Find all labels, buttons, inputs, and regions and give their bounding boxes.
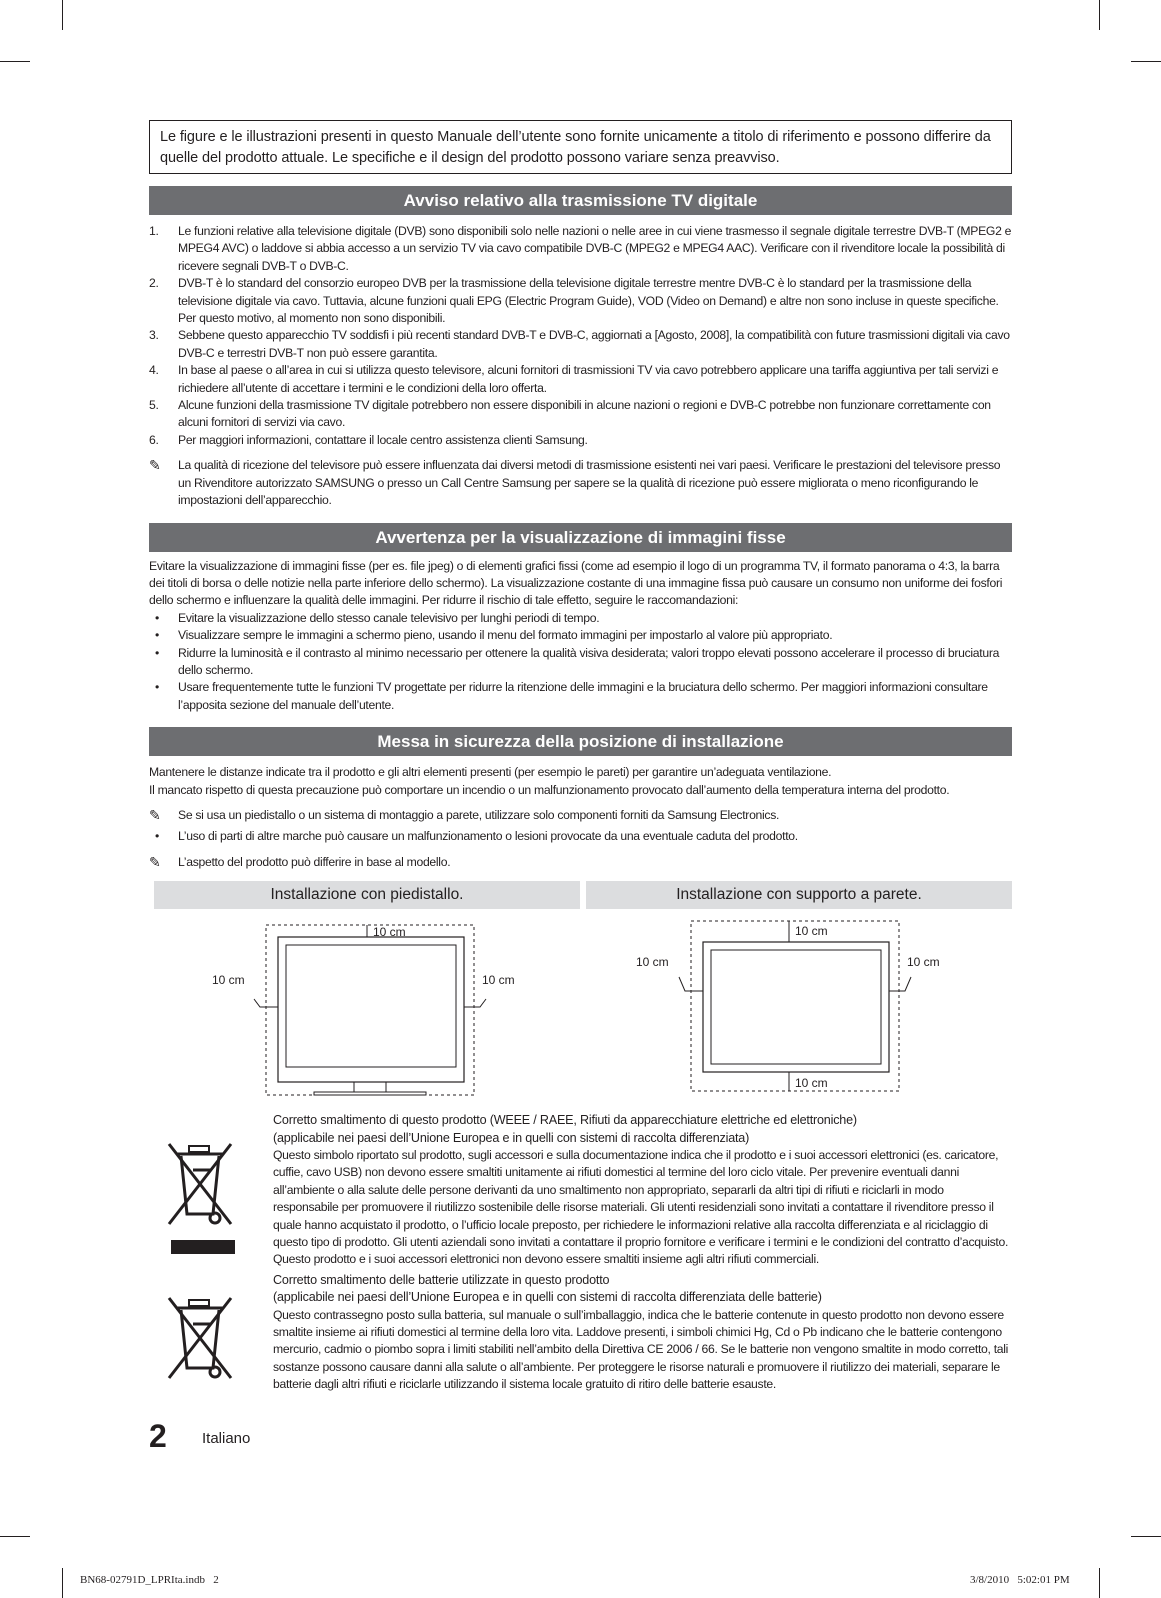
crop-mark [62,1568,63,1598]
item-number: 1. [149,224,159,238]
still-image-bullets [149,610,1012,714]
item-number: 2. [149,276,159,291]
note-pencil-icon: ✎ [149,853,161,870]
list-item [149,223,1012,275]
crop-mark [62,0,63,30]
disclaimer-text: Le figure e le illustrazioni presenti in questo Manuale dell’utente sono fornite unicamente a titolo di riferimento e possono differire da quelle del prodotto attuale. Le specifiche e il design del prodotto possono variare senza preavviso. [160,129,991,166]
list-item [149,432,1012,449]
note-text: La qualità di ricezione del televisore può essere influenzata dai diversi metodi di trasmissione esistenti nei vari paesi. Verificare le prestazioni del televisore presso un Rivenditore autorizzato SAMSUNG o presso un Call Centre Samsung per sapere se la qualità di ricezione può essere migliorata o meno riconfigurando le impostazioni dell’apparecchio. [178,458,1001,508]
weee-title: Corretto smaltimento di questo prodotto (WEEE / RAEE, Rifiuti da apparecchiature elettriche ed elettroniche) [273,1113,857,1128]
crop-mark [0,1536,30,1537]
battery-subtitle: (applicabile nei paesi dell’Unione Europea e in quelli con sistemi di raccolta differenziata delle batterie) [273,1290,822,1305]
crop-mark [0,61,30,62]
list-item: • Visualizzare sempre le immagini a schermo pieno, usando il menu del formato immagini per impostarlo al valore più appropriato. [149,627,1012,644]
item-text: Sebbene questo apparecchio TV soddisfi i più recenti standard DVB-T e DVB-C, aggiornati a [Agosto, 2008], la compatibilità con future trasmissioni digitali via cavo DVB-C e terrestri DVB-T non può essere garantita. [178,328,1010,360]
top-distance-label: 10 cm [795,924,828,939]
header-stand-installation: Installazione con piedistallo. [154,881,580,909]
installation-line-1: Mantenere le distanze indicate tra il prodotto e gli altri elementi presenti (per esempio le pareti) per garantire un’adeguata ventilazione. [149,765,832,780]
weee-body: Questo simbolo riportato sul prodotto, sugli accessori e sulla documentazione indica che il prodotto e i suoi accessori elettronici (es. caricatore, cuffie, cavo USB) non devono essere smaltiti unitamente ai rifiuti domestici al termine del loro ciclo vitale. Per prevenire eventuali danni all’ambiente o alla salute delle persone derivanti da uno smaltimento non appropriato, separarli da altri tipi di rifiuti e riciclarli in modo responsabile per promuovere il riutilizzo sostenibile delle risorse materiali. Gli utenti residenziali sono invitati a contattare il rivenditore presso il quale hanno acquistato il prodotto, o l’ufficio locale preposto, per richiedere le informazioni relative alla raccolta differenziata e al riciclaggio di questo tipo di prodotto. Gli utenti aziendali sono invitati a contattare il proprio fornitore e verificare i termini e le condizioni del contratto d’acquisto. Questo prodotto e i suoi accessori elettronici non devono essere smaltiti insieme agli altri rifiuti commerciali. [273,1148,1009,1267]
weee-subtitle: (applicabile nei paesi dell’Unione Europea e in quelli con sistemi di raccolta differenziata) [273,1130,750,1145]
item-text: DVB-T è lo standard del consorzio europeo DVB per la trasmissione della televisione digitale terrestre mentre DVB-C è lo standard per la trasmissione della televisione digitale via cavo. Tuttavia, alcune funzioni quali EPG (Electric Program Guide), VOD (Video on Demand) e altre non sono incluse in queste specifiche. Per questo motivo, al momento non sono disponibili. [178,276,999,326]
list-item [149,327,1012,362]
page-language: Italiano [202,1430,251,1447]
top-distance-label: 10 cm [373,925,406,940]
header-wall-installation: Installazione con supporto a parete. [586,881,1012,909]
crop-mark [1099,0,1100,30]
print-slug-date: 3/8/2010 5:02:01 PM [970,1574,1070,1586]
note-appearance [149,854,1012,871]
still-image-intro: Evitare la visualizzazione di immagini fisse (per es. file jpeg) o di elementi grafici fissi (come ad esempio il logo di un programma TV, il formato panorama o 4:3, la barra dei titoli di borsa o delle notizie nella parte inferiore dello schermo). La visualizzazione costante di una immagine fissa può causare un consumo non uniforme dei fosfori dello schermo e influenzare la qualità delle immagini. Per ridurre il rischio di tale effetto, seguire le raccomandazioni: [149,558,1003,608]
note-text: Se si usa un piedistallo o un sistema di montaggio a parete, utilizzare solo componenti forniti da Samsung Electronics. [178,807,780,822]
item-text: Alcune funzioni della trasmissione TV digitale potrebbero non essere disponibili in alcune nazioni o regioni e DVB-C potrebbe non funzionare correttamente con alcuni fornitori di servizi via cavo. [178,398,991,430]
right-distance-label: 10 cm [482,973,515,988]
note-reception [149,457,1012,509]
left-distance-label: 10 cm [212,973,245,988]
crop-mark [1131,1536,1161,1537]
section-title-digital-tv: Avviso relativo alla trasmissione TV digitale [149,186,1012,215]
item-number: 4. [149,363,159,378]
installation-headers [149,881,1012,909]
installation-diagrams [149,909,1012,1104]
disclaimer-box [149,120,1012,174]
page-content [149,120,1012,1394]
installation-line-2: Il mancato rispetto di questa precauzione può comportare un incendio o un malfunzionamento provocato dall’aumento della temperatura interna del prodotto. [149,782,950,797]
item-number: 6. [149,432,159,447]
note-text: L’aspetto del prodotto può differire in base al modello. [178,854,451,869]
wall-installation-diagram [589,909,1019,1104]
list-item: • Evitare la visualizzazione dello stesso canale televisivo per lunghi periodi di tempo. [149,610,1012,627]
list-item: • L’uso di parti di altre marche può causare un malfunzionamento o lesioni provocate da una eventuale caduta del prodotto. [149,828,1012,845]
digital-tv-list [149,223,1012,449]
crossed-bin-icon [167,1140,235,1262]
list-item [149,275,1012,327]
right-distance-label: 10 cm [907,955,940,970]
crop-mark [1131,61,1161,62]
print-slug-file: BN68-02791D_LPRIta.indb 2 [80,1574,219,1586]
list-item [149,397,1012,432]
stand-installation-diagram [154,909,584,1104]
battery-body: Questo contrassegno posto sulla batteria, sul manuale o sull’imballaggio, indica che le batterie contenute in questo prodotto non devono essere smaltite insieme ai rifiuti domestici al termine della loro vita. Laddove presenti, i simboli chimici Hg, Cd o Pb indicano che le batterie contengono mercurio, cadmio o piombo sopra i limiti stabiliti nell’ambito della Direttiva CE 2006 / 66. Se le batterie non vengono smaltite in modo corretto, tali sostanze possono causare danni alla salute o all’ambiente. Per proteggere le risorse naturali e promuovere il riutilizzo dei materiali, separare le batterie dagli altri rifiuti e riciclarle utilizzando il sistema locale gratuito di ritiro delle batterie esauste. [273,1307,1009,1392]
item-text: Le funzioni relative alla televisione digitale (DVB) sono disponibili solo nelle nazioni o nelle aree in cui viene trasmesso il segnale digitale terrestre DVB-T (MPEG2 e MPEG4 AVC) o laddove si abbia accesso a un servizio TV via cavo compatibile DVB-C (MPEG2 e MPEG4 AAC). Verificare con il rivenditore locale la possibilità di ricevere segnali DVB-T o DVB-C. [178,224,1012,273]
left-distance-label: 10 cm [636,955,669,970]
section-title-still-image: Avvertenza per la visualizzazione di immagini fisse [149,523,1012,552]
list-item: • Ridurre la luminosità e il contrasto al minimo necessario per ottenere la qualità visiva desiderata; valori troppo elevati possono accelerare il processo di bruciatura dello schermo. [149,645,1012,680]
battery-title: Corretto smaltimento delle batterie utilizzate in questo prodotto [273,1272,610,1287]
list-item: • Usare frequentemente tutte le funzioni TV progettate per ridurre la ritenzione delle immagini e la bruciatura dello schermo. Per maggiori informazioni consultare l’apposita sezione del manuale dell’utente. [149,679,1012,714]
section-title-installation: Messa in sicurezza della posizione di installazione [149,727,1012,756]
item-text: In base al paese o all’area in cui si utilizza questo televisore, alcuni fornitori di trasmissioni TV via cavo potrebbero applicare una tariffa aggiuntiva per tali servizi e richiedere all’utente di accettare i termini e le condizioni della loro offerta. [178,363,999,395]
page-number: 2 [149,1418,167,1454]
weee-product-block [149,1112,1012,1269]
item-number: 3. [149,328,159,343]
battery-block [149,1272,1012,1394]
crop-mark [1099,1568,1100,1598]
note-mounting [149,807,1012,824]
mounting-bullets [149,828,1012,845]
item-text: Per maggiori informazioni, contattare il locale centro assistenza clienti Samsung. [178,432,588,447]
crossed-bin-icon [167,1294,235,1382]
weee-section [149,1112,1012,1394]
note-pencil-icon: ✎ [149,806,161,823]
item-number: 5. [149,398,159,413]
note-pencil-icon: ✎ [149,457,161,474]
list-item [149,362,1012,397]
bottom-distance-label: 10 cm [795,1076,828,1091]
